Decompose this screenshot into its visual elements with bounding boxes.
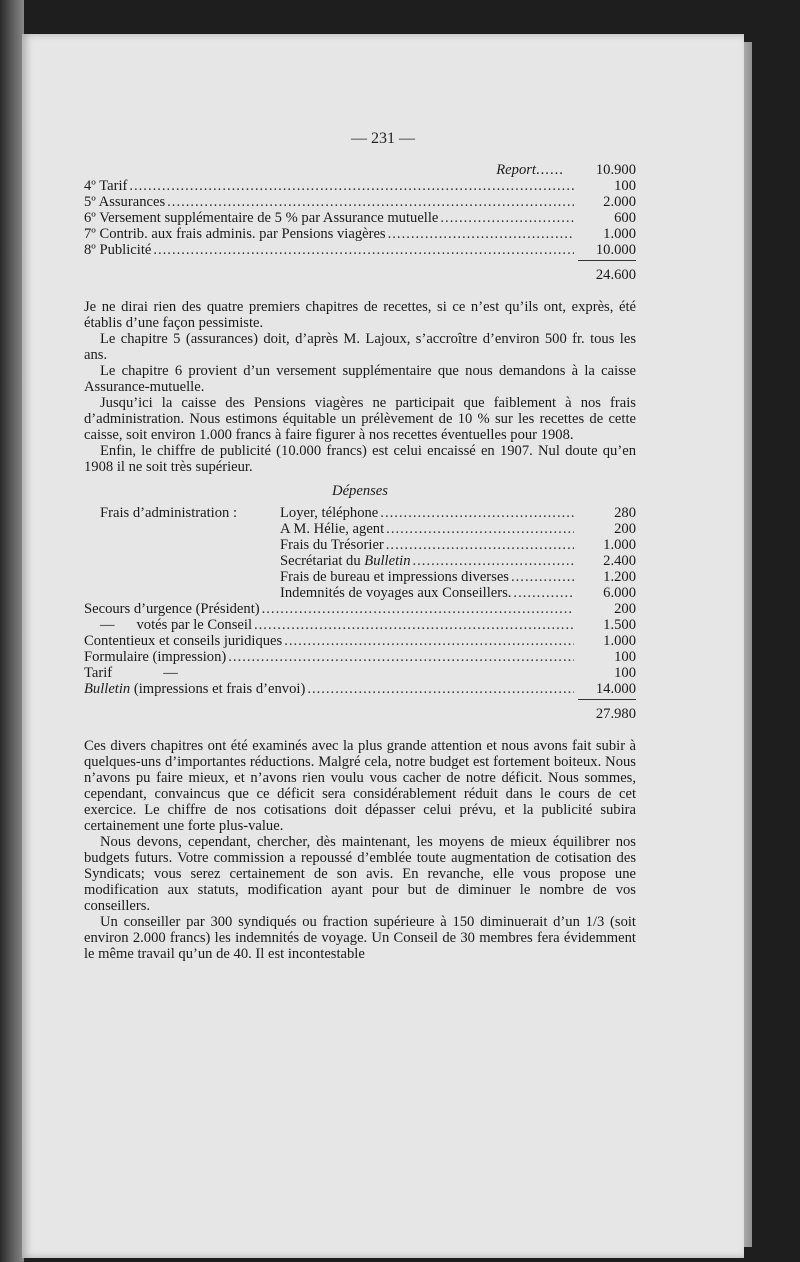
depenses-label: Tarif — bbox=[84, 665, 178, 681]
recettes-label: 8º Publicité bbox=[84, 242, 152, 258]
depenses-amount: 280 bbox=[614, 505, 636, 521]
depenses-amount: 200 bbox=[614, 521, 636, 537]
depenses-row bbox=[84, 601, 636, 617]
recettes-label: 6º Versement supplémentaire de 5 % par Assurance mutuelle bbox=[84, 210, 439, 226]
depenses-amount: 1.200 bbox=[603, 569, 636, 585]
depenses-label: Loyer, téléphone bbox=[280, 505, 379, 521]
depenses-amount: 1.500 bbox=[603, 617, 636, 633]
paragraph: Le chapitre 5 (assurances) doit, d’après M. Lajoux, s’accroître d’environ 500 fr. tous les ans. bbox=[84, 331, 636, 363]
depenses-label: — votés par le Conseil bbox=[100, 617, 252, 633]
depenses-label: Frais de bureau et impressions diverses bbox=[280, 569, 509, 585]
depenses-total: 27.980 bbox=[595, 706, 636, 722]
recettes-amount: 2.000 bbox=[603, 194, 636, 210]
depenses-row bbox=[84, 521, 636, 537]
depenses-label: A M. Hélie, agent bbox=[280, 521, 385, 537]
recettes-row bbox=[84, 194, 636, 210]
recettes-total: 24.600 bbox=[595, 267, 636, 283]
depenses-label: Bulletin (impressions et frais d’envoi) bbox=[84, 681, 306, 697]
depenses-amount: 1.000 bbox=[603, 633, 636, 649]
paragraph: Je ne dirai rien des quatre premiers chapitres de recettes, si ce n’est qu’ils ont, exprès, été établis d’une façon pessimiste. bbox=[84, 299, 636, 331]
recettes-label: 4º Tarif bbox=[84, 178, 128, 194]
depenses-amount: 100 bbox=[614, 665, 636, 681]
paragraph: Ces divers chapitres ont été examinés avec la plus grande attention et nous avons fait subir à quelques-uns d’importantes réductions. Malgré cela, notre budget est fortement boiteux. Nous n’avons pu faire mieux, et n’avons rien voulu vous cacher de notre déficit. Nous sommes, cependant, convaincus que ce déficit sera considérablement réduit dans le cours de cet exercice. Le chiffre de nos cotisations doit dépasser celui prévu, et la publicité subira certainement une forte plus-value. bbox=[84, 738, 636, 834]
document-page bbox=[22, 34, 744, 1258]
depenses-row bbox=[84, 681, 636, 697]
depenses-label: Formulaire (impression) bbox=[84, 649, 227, 665]
depenses-label: Secrétariat du Bulletin bbox=[280, 553, 411, 569]
total-rule bbox=[578, 699, 636, 700]
depenses-row bbox=[84, 649, 636, 665]
section-heading: Dépenses bbox=[332, 483, 388, 499]
paragraph: Le chapitre 6 provient d’un versement supplémentaire que nous demandons à la caisse Assurance-mutuelle. bbox=[84, 363, 636, 395]
depenses-amount: 6.000 bbox=[603, 585, 636, 601]
recettes-row bbox=[84, 210, 636, 226]
depenses-label: Frais du Trésorier bbox=[280, 537, 384, 553]
depenses-label: Secours d’urgence (Président) bbox=[84, 601, 260, 617]
recettes-label: 7º Contrib. aux frais adminis. par Pensions viagères bbox=[84, 226, 386, 242]
report-dots: ...... bbox=[536, 162, 564, 178]
report-row bbox=[84, 162, 636, 178]
paragraph: Jusqu’ici la caisse des Pensions viagères ne participait que faiblement à nos frais d’administration. Nous estimons équitable un prélèvement de 10 % sur les recettes de cette caisse, soit environ 1.000 francs à faire figurer à nos recettes éventuelles pour 1908. bbox=[84, 395, 636, 443]
paragraph: Enfin, le chiffre de publicité (10.000 francs) est celui encaissé en 1907. Nul doute qu’en 1908 il ne soit très supérieur. bbox=[84, 443, 636, 475]
depenses-amount: 2.400 bbox=[603, 553, 636, 569]
recettes-row bbox=[84, 242, 636, 258]
recettes-amount: 10.000 bbox=[595, 242, 636, 258]
page-number: — 231 — bbox=[351, 130, 415, 147]
recettes-row bbox=[84, 178, 636, 194]
recettes-amount: 1.000 bbox=[603, 226, 636, 242]
recettes-label: 5º Assurances bbox=[84, 194, 166, 210]
total-rule bbox=[578, 260, 636, 261]
depenses-label: Contentieux et conseils juridiques bbox=[84, 633, 283, 649]
depenses-row bbox=[84, 665, 636, 681]
depenses-row bbox=[84, 553, 636, 569]
depenses-group-label: Frais d’administration : bbox=[100, 505, 238, 521]
report-amount: 10.900 bbox=[595, 162, 636, 178]
recettes-amount: 600 bbox=[614, 210, 636, 226]
report-label: Report bbox=[496, 162, 536, 178]
depenses-row bbox=[84, 569, 636, 585]
depenses-amount: 1.000 bbox=[603, 537, 636, 553]
depenses-row bbox=[84, 585, 636, 601]
depenses-label: Indemnités de voyages aux Conseillers. bbox=[280, 585, 512, 601]
depenses-row bbox=[84, 633, 636, 649]
depenses-row bbox=[84, 505, 636, 521]
paragraph: Nous devons, cependant, chercher, dès maintenant, les moyens de mieux équilibrer nos budgets futurs. Votre commission a repoussé d’emblée toute augmentation de cotisation des Syndicats; vous serez certainement de son avis. En revanche, elle vous propose une modification aux statuts, modification ayant pour but de diminuer le nombre de vos conseillers. bbox=[84, 834, 636, 914]
depenses-row bbox=[84, 617, 636, 633]
depenses-amount: 200 bbox=[614, 601, 636, 617]
depenses-row bbox=[84, 537, 636, 553]
paragraph: Un conseiller par 300 syndiqués ou fraction supérieure à 150 diminuerait d’un 1/3 (soit environ 2.000 francs) les indemnités de voyage. Un Conseil de 30 membres fera évidemment le même travail qu’un de 40. Il est incontestable bbox=[84, 914, 636, 962]
page-content bbox=[84, 162, 636, 962]
book-spine bbox=[0, 0, 24, 1262]
depenses-amount: 14.000 bbox=[595, 681, 636, 697]
recettes-row bbox=[84, 226, 636, 242]
depenses-amount: 100 bbox=[614, 649, 636, 665]
recettes-amount: 100 bbox=[614, 178, 636, 194]
